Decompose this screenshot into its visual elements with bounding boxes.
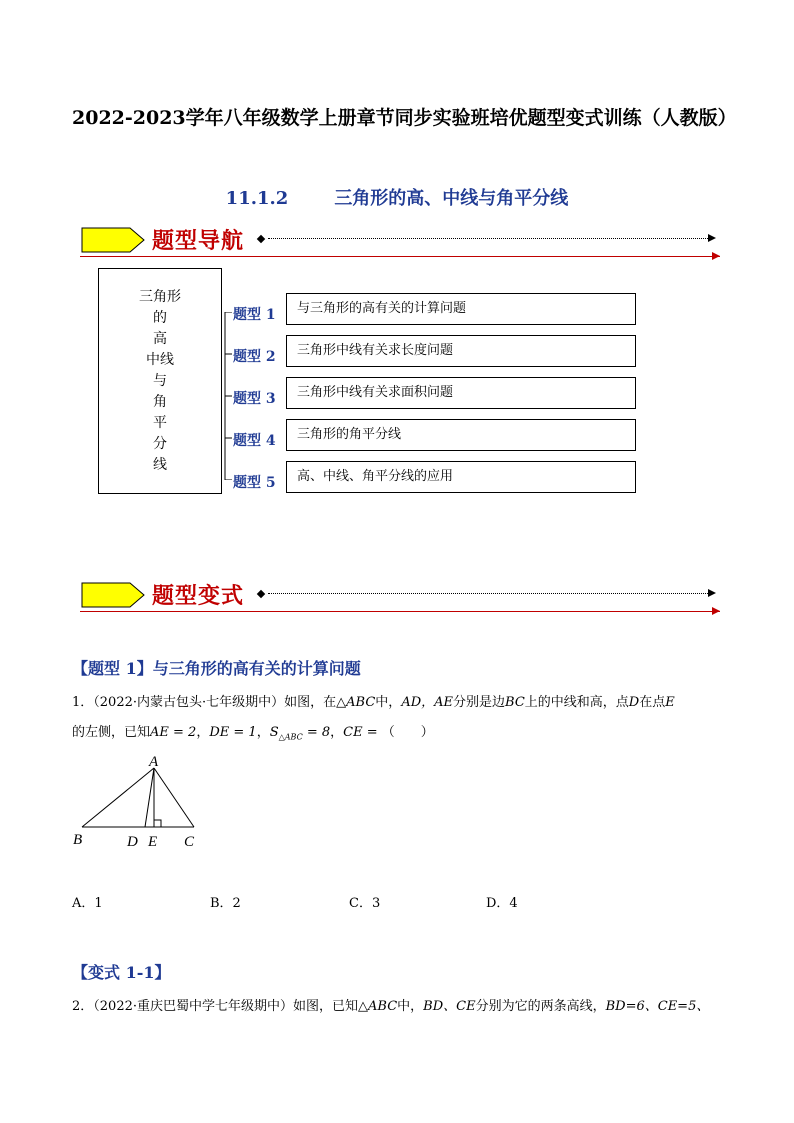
- red-arrow-icon: [712, 252, 720, 260]
- section-number: 11.1.2: [225, 188, 289, 209]
- label-B: B: [73, 832, 83, 848]
- question-2-line-1: [72, 992, 732, 1022]
- text: ，: [196, 725, 210, 740]
- topic-line: 平: [153, 414, 167, 431]
- math: S: [269, 725, 279, 740]
- math: E: [665, 695, 675, 710]
- label-D: D: [127, 834, 138, 850]
- type-label-3[interactable]: 题型 3: [233, 391, 276, 407]
- option-d[interactable]: D．4: [486, 896, 518, 911]
- variants-banner: [80, 581, 740, 611]
- type-label-1[interactable]: 题型 1: [233, 307, 276, 323]
- label-A: A: [149, 754, 159, 770]
- type-box-4[interactable]: 三角形的角平分线: [286, 419, 636, 451]
- type-box-5[interactable]: 高、中线、角平分线的应用: [286, 461, 636, 493]
- variant-1-1-heading: 【变式 1-1】: [72, 963, 171, 982]
- text: 上的中线和高，点: [524, 695, 629, 710]
- type1-heading: 【题型 1】与三角形的高有关的计算问题: [72, 659, 361, 678]
- dotted-line: [268, 593, 708, 594]
- math: AD，AE: [401, 695, 454, 710]
- question-source: （2022·内蒙古包头·七年级期中）: [93, 695, 285, 710]
- dotted-line: [268, 238, 708, 239]
- text: 的左侧，已知: [72, 725, 151, 740]
- option-b[interactable]: B．2: [210, 896, 241, 911]
- math: D: [628, 695, 640, 710]
- math: BD、CE: [423, 999, 476, 1014]
- text: ，: [330, 725, 344, 740]
- diamond-icon: [257, 590, 265, 598]
- topic-line: 高: [153, 330, 167, 347]
- option-a[interactable]: A．1: [72, 896, 103, 911]
- text: 分别为它的两条高线，: [475, 999, 606, 1014]
- type-label-2[interactable]: 题型 2: [233, 349, 276, 365]
- text: 中，: [375, 695, 402, 710]
- nav-banner: [80, 226, 740, 256]
- diamond-icon: [257, 235, 265, 243]
- text: ，: [256, 725, 270, 740]
- option-c[interactable]: C．3: [349, 896, 381, 911]
- question-1-line-1: [72, 688, 732, 718]
- math-subscript: △ABC: [278, 732, 303, 742]
- math: △ABC: [336, 695, 376, 710]
- nav-topic-box: [98, 268, 222, 494]
- topic-line: 分: [153, 435, 167, 452]
- red-arrow-icon: [712, 607, 720, 615]
- text: 如图，已知: [293, 999, 359, 1014]
- type-label-5[interactable]: 题型 5: [233, 475, 276, 491]
- type-box-2[interactable]: 三角形中线有关求长度问题: [286, 335, 636, 367]
- red-underline: [80, 256, 720, 257]
- topic-line: 三角形: [139, 288, 181, 305]
- math: = 8: [302, 725, 331, 740]
- red-underline: [80, 611, 720, 612]
- section-title: 三角形的高、中线与角平分线: [334, 188, 569, 209]
- question-source: （2022·重庆巴蜀中学七年级期中）: [93, 999, 293, 1014]
- label-C: C: [184, 834, 195, 850]
- triangle-figure: [70, 754, 210, 854]
- type-box-3[interactable]: 三角形中线有关求面积问题: [286, 377, 636, 409]
- topic-line: 中线: [146, 351, 174, 368]
- topic-line: 的: [153, 309, 167, 326]
- banner-tag-icon: [80, 581, 146, 609]
- text: 在点: [639, 695, 666, 710]
- arrow-icon: [708, 589, 716, 597]
- topic-line: 角: [153, 393, 167, 410]
- question-1-line-2: [72, 718, 732, 753]
- answer-blank: （ ）: [381, 725, 434, 740]
- math: BD=6、CE=5、: [605, 999, 710, 1014]
- type-box-1[interactable]: 与三角形的高有关的计算问题: [286, 293, 636, 325]
- arrow-icon: [708, 234, 716, 242]
- text: 中，: [397, 999, 424, 1014]
- section-heading: [0, 184, 794, 210]
- text: 如图，在: [284, 695, 337, 710]
- math: AE = 2: [150, 725, 197, 740]
- banner-tag-icon: [80, 226, 146, 254]
- nav-banner-label: 题型导航: [152, 228, 245, 254]
- question-number: 1．: [72, 695, 94, 710]
- document-title: 2022-2023学年八年级数学上册章节同步实验班培优题型变式训练（人教版）: [72, 107, 737, 129]
- topic-line: 与: [153, 372, 167, 389]
- question-number: 2．: [72, 999, 94, 1014]
- label-E: E: [148, 834, 158, 850]
- math: BC: [505, 695, 525, 710]
- text: 分别是边: [453, 695, 506, 710]
- type-label-4[interactable]: 题型 4: [233, 433, 276, 449]
- math: △ABC: [358, 999, 398, 1014]
- topic-line: 线: [153, 456, 167, 473]
- math: DE = 1: [209, 725, 257, 740]
- math: CE =: [343, 725, 382, 740]
- variants-banner-label: 题型变式: [152, 583, 245, 609]
